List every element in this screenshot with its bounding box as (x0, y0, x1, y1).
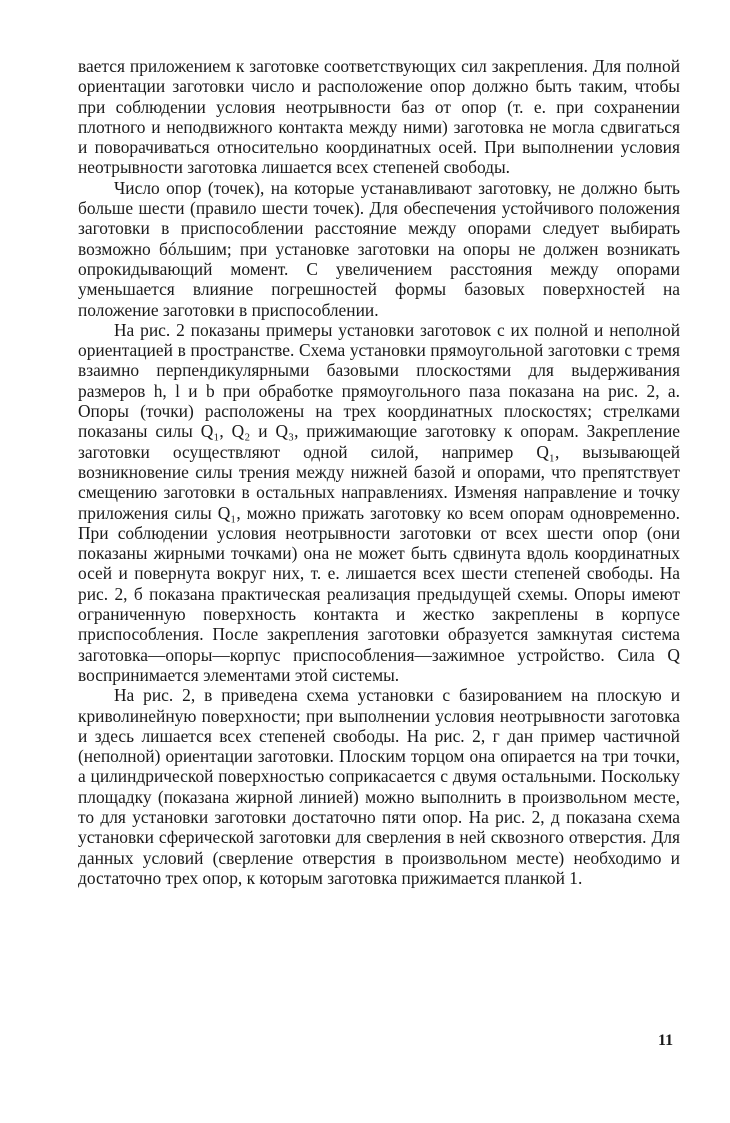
paragraph-2: Число опор (точек), на которые устанавливают заготовку, не должно быть больше шести (правило шести точек). Для обеспечения устойчивого положения заготовки в приспособлении расстояние между опорами следует выбирать возможно бóльшим; при установке заготовки на опоры не должен возникать опрокидывающий момент. С увеличением расстояния между опорами уменьшается влияние погрешностей формы базовых поверхностей на положение заготовки в приспособлении. (78, 177, 680, 320)
page-number: 11 (658, 1032, 674, 1049)
paragraph-4: На рис. 2, в приведена схема установки с базированием на плоскую и криволинейную поверхности; при выполнении условия неотрывности заготовка и здесь лишается всех степеней свободы. На рис. 2, г дан пример частичной (неполной) ориентации заготовки. Плоским торцом она опирается на три точки, а цилиндрической поверхностью соприкасается с двумя остальными. Поскольку площадку (показана жирной линией) можно выполнить в произвольном месте, то для установки заготовки достаточно пяти опор. На рис. 2, д показана схема установки сферической заготовки для сверления в ней сквозного отверстия. Для данных условий (сверление отверстия в произвольном месте) необходимо и достаточно трех опор, к которым заготовка прижимается планкой 1. (78, 685, 680, 888)
paragraph-3: На рис. 2 показаны примеры установки заготовок с их полной и неполной ориентацией в пространстве. Схема установки прямоугольной заготовки с тремя взаимно перпендикулярными базовыми плоскостями для выдерживания размеров h, l и b при обработке прямоугольного паза показана на рис. 2, а. Опоры (точки) расположены на трех координатных плоскостях; стрелками показаны силы Q₁, Q₂ и Q₃, прижимающие заготовку к опорам. Закрепление заготовки осуществляют одной силой, например Q₁, вызывающей возникновение силы трения между нижней базой и опорами, что препятствует смещению заготовки в остальных направлениях. Изменяя направление и точку приложения силы Q₁, можно прижать заготовку ко всем опорам одновременно. При соблюдении условия неотрывности заготовки от всех шести опор (они показаны жирными точками) она не может быть сдвинута вдоль координатных осей и повернута вокруг них, т. е. лишается всех шести степеней свободы. На рис. 2, б показана практическая реализация предыдущей схемы. Опоры имеют ограниченную поверхность контакта и жестко закреплены в корпусе приспособления. После закрепления заготовки образуется замкнутая система заготовка—опоры—корпус приспособления—зажимное устройство. Сила Q воспринимается элементами этой системы. (78, 319, 680, 685)
paragraph-1: вается приложением к заготовке соответствующих сил закрепления. Для полной ориентации заготовки число и расположение опор должно быть таким, чтобы при соблюдении условия неотрывности баз от опор (т. е. при сохранении плотного и неподвижного контакта между ними) заготовка не могла сдвигаться и поворачиваться относительно координатных осей. При выполнении условия неотрывности заготовка лишается всех степеней свободы. (78, 56, 680, 178)
page-body (78, 56, 680, 888)
